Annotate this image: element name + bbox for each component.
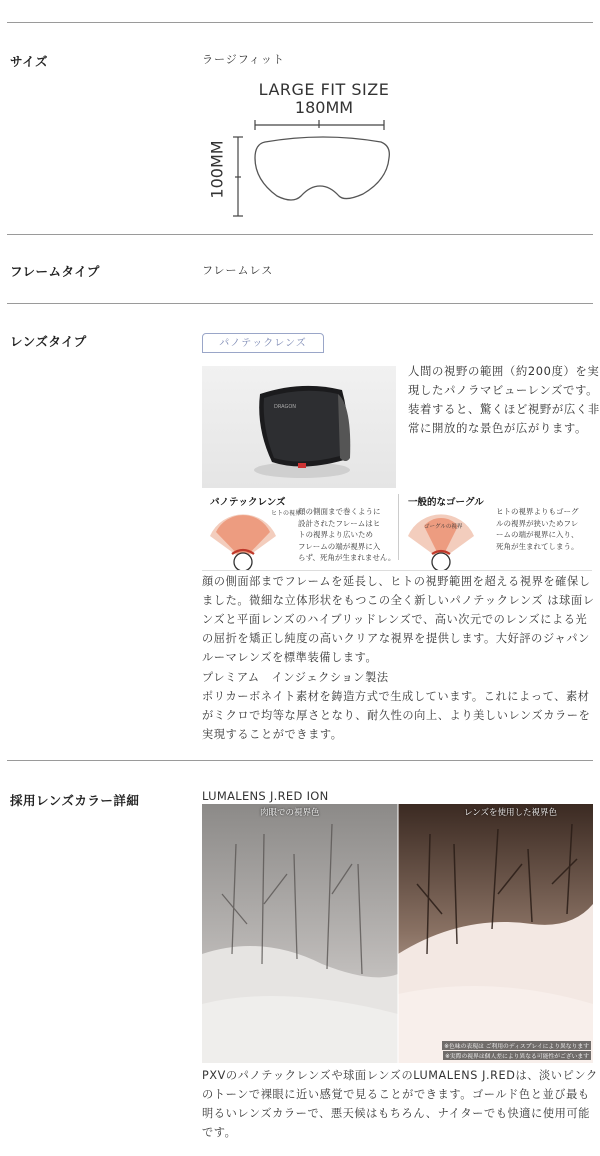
premium-injection-text xyxy=(202,668,590,744)
frame-label: フレームタイプ xyxy=(10,264,100,279)
individual-note: ※実際の視界は個人差により異なる可能性がございます xyxy=(443,1051,591,1060)
lens-comparison-diagram xyxy=(202,488,592,571)
lens-intro-line: 現したパノラマビューレンズです。 xyxy=(408,383,599,397)
lens-comparison-photo xyxy=(202,804,593,1063)
goggle-product-photo xyxy=(202,366,396,488)
lens-color-line: PXVのパノテックレンズや球面レンズのLUMALENS J.REDは、淡いピンク xyxy=(202,1069,598,1082)
size-diagram-height: 100MM xyxy=(207,140,227,199)
standard-legend: ゴーグルの視界 xyxy=(424,524,463,530)
divider xyxy=(7,760,593,761)
premium-line: 実現することができます。 xyxy=(202,728,343,741)
svg-text:DRAGON: DRAGON xyxy=(274,404,297,410)
size-diagram-title: LARGE FIT SIZE xyxy=(258,80,390,99)
size-diagram-width: 180MM xyxy=(294,98,354,117)
panotec-view-icon xyxy=(208,510,278,570)
frame-value: フレームレス xyxy=(202,264,274,277)
goggle-icon xyxy=(202,366,396,488)
panotec-desc-line: フレームの端が視界に入 xyxy=(298,541,381,551)
lens-description-line: ました。微細な立体形状をもつこの全く新しいパノテックレンズ は球面レ xyxy=(202,594,595,607)
panotec-desc xyxy=(298,506,395,564)
standard-desc-line: ルの視界が狭いためフレ xyxy=(496,518,579,528)
lens-type-badge: パノテックレンズ xyxy=(202,333,324,353)
snow-forest-image xyxy=(202,804,593,1063)
lens-description-line: の屈折を矯正し純度の高いクリアな視界を提供します。大好評のジャパン xyxy=(202,632,590,645)
panotec-desc-line: らず、死角が生まれません。 xyxy=(298,553,396,562)
standard-desc-line: ームの端が視界に入り、 xyxy=(496,530,579,539)
panotec-desc-line: 顔の側面まで巻くように xyxy=(298,507,381,516)
premium-line: プレミアム インジェクション製法 xyxy=(202,671,389,684)
lens-description-line: 顔の側面部までフレームを延長し、ヒトの視野範囲を超える視界を確保し xyxy=(202,575,591,588)
lens-intro-line: 人間の視野の範囲（約200度）を実 xyxy=(408,364,600,378)
lens-color-line: です。 xyxy=(202,1126,237,1139)
size-label: サイズ xyxy=(10,54,49,69)
lens-color-description xyxy=(202,1066,598,1142)
standard-desc-line: 死角が生まれてしまう。 xyxy=(496,541,579,551)
panotec-legend: ヒトの視界 xyxy=(271,510,302,517)
lens-color-label: 採用レンズカラー詳細 xyxy=(10,793,140,808)
lens-description xyxy=(202,572,595,667)
display-note: ※色味の表現は ご利用のディスプレイにより異なります xyxy=(442,1041,591,1050)
lens-label: レンズタイプ xyxy=(10,334,87,349)
lens-intro xyxy=(408,362,600,438)
panotec-title: パノテックレンズ xyxy=(210,497,286,508)
lens-color-name: LUMALENS J.RED ION xyxy=(202,789,329,803)
lens-description-line: ンズと平面レンズのハイブリッドレンズで、高い次元でのレンズによる光 xyxy=(202,613,588,626)
size-value: ラージフィット xyxy=(202,53,285,66)
standard-desc xyxy=(496,506,579,552)
lens-intro-line: 常に開放的な景色が広がります。 xyxy=(408,421,587,435)
compare-divider xyxy=(398,494,399,560)
standard-view-icon xyxy=(406,510,476,570)
goggle-outline-icon xyxy=(205,80,405,220)
lens-description-line: ルーマレンズを標準装備します。 xyxy=(202,651,378,664)
panotec-desc-line: トの視界より広いため xyxy=(298,530,373,539)
standard-desc-line: ヒトの視界よりもゴーグ xyxy=(496,507,579,516)
divider xyxy=(7,234,593,235)
lens-intro-line: 装着すると、驚くほど視野が広く非 xyxy=(408,402,600,416)
lens-view-caption: レンズを使用した視界色 xyxy=(464,808,558,818)
size-diagram xyxy=(205,80,405,220)
naked-eye-caption: 肉眼での視界色 xyxy=(260,808,320,818)
divider xyxy=(7,303,593,304)
lens-color-line: 明るいレンズカラーで、悪天候はもちろん、ナイターでも快適に使用可能 xyxy=(202,1107,591,1120)
lens-color-line: のトーンで裸眼に近い感覚で見ることができます。ゴールド色と並び最も xyxy=(202,1088,590,1101)
divider xyxy=(7,22,593,23)
panotec-desc-line: 設計されたフレームはヒ xyxy=(298,518,381,528)
premium-line: ポリカーボネイト素材を鋳造方式で生成しています。これによって、素材 xyxy=(202,690,590,703)
premium-line: がミクロで均等な厚さとなり、耐久性の向上、より美しいレンズカラーを xyxy=(202,709,591,722)
standard-goggle-title: 一般的なゴーグル xyxy=(408,497,484,508)
